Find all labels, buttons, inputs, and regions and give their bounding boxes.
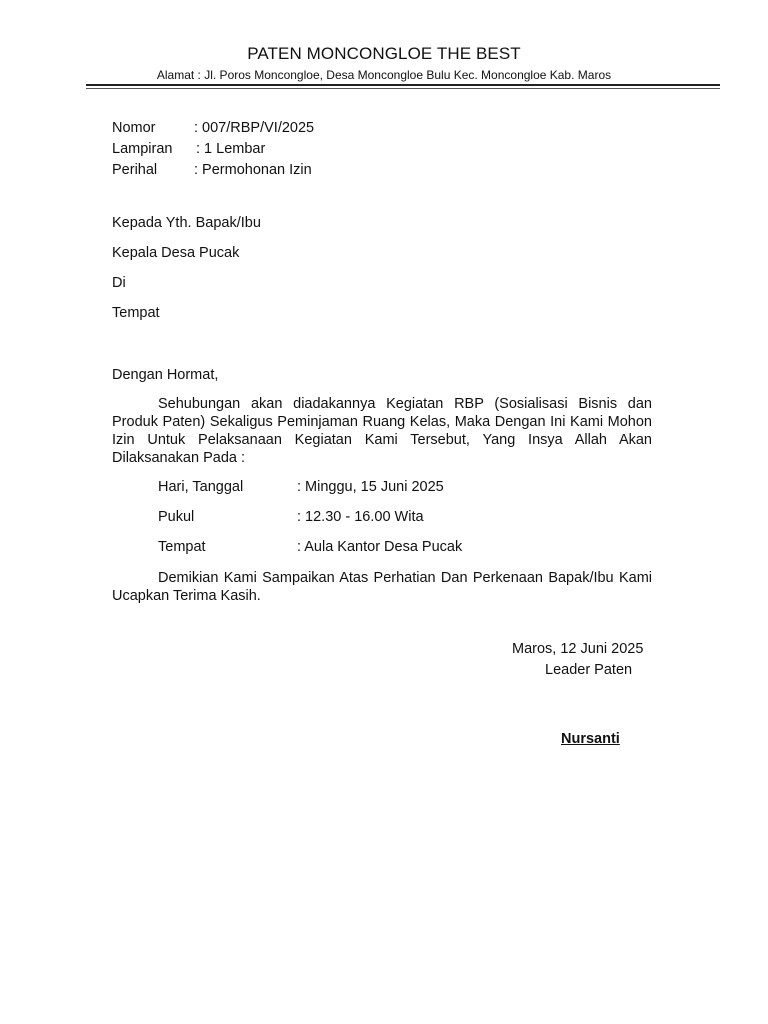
signature-role: Leader Paten bbox=[545, 662, 633, 678]
meta-lampiran-label: Lampiran bbox=[112, 141, 173, 157]
meta-lampiran-value: : 1 Lembar bbox=[196, 141, 266, 157]
letterhead-divider-thick bbox=[86, 84, 720, 86]
recipient-line-3: Di bbox=[112, 275, 126, 291]
detail-row-time bbox=[158, 509, 424, 525]
detail-place-label: Tempat bbox=[158, 539, 206, 555]
detail-time-label: Pukul bbox=[158, 509, 195, 525]
letter-meta bbox=[112, 118, 314, 181]
detail-time-value: : 12.30 - 16.00 Wita bbox=[297, 509, 424, 525]
detail-date-value: : Minggu, 15 Juni 2025 bbox=[297, 479, 444, 495]
detail-row-date bbox=[158, 479, 444, 495]
letterhead-divider-thin bbox=[86, 88, 720, 89]
meta-perihal-value: : Permohonan Izin bbox=[194, 162, 312, 178]
meta-lampiran bbox=[112, 139, 314, 160]
recipient-line-4: Tempat bbox=[112, 305, 160, 321]
meta-perihal bbox=[112, 160, 314, 181]
body-paragraph: Sehubungan akan diadakannya Kegiatan RBP (Sosialisasi Bisnis dan Produk Paten) Sekaligus Peminjaman Ruang Kelas, Maka Dengan Ini Kami Mohon Izin Untuk Pelaksanaan Kegiatan Kami Tersebut, Yang Insya Allah Akan Dilaksanakan Pada : bbox=[112, 396, 652, 466]
greeting: Dengan Hormat, bbox=[112, 367, 219, 383]
meta-nomor-label: Nomor bbox=[112, 120, 156, 136]
signature-place-date: Maros, 12 Juni 2025 bbox=[512, 641, 644, 657]
letterhead-address: Alamat : Jl. Poros Moncongloe, Desa Moncongloe Bulu Kec. Moncongloe Kab. Maros bbox=[156, 68, 612, 82]
meta-nomor bbox=[112, 118, 314, 139]
meta-nomor-value: : 007/RBP/VI/2025 bbox=[194, 120, 315, 136]
signature-name: Nursanti bbox=[561, 731, 620, 747]
letterhead-title: PATEN MONCONGLOE THE BEST bbox=[247, 44, 521, 63]
detail-place-value: : Aula Kantor Desa Pucak bbox=[297, 539, 463, 555]
closing-paragraph: Demikian Kami Sampaikan Atas Perhatian Dan Perkenaan Bapak/Ibu Kami Ucapkan Terima Kasih. bbox=[112, 570, 652, 604]
meta-perihal-label: Perihal bbox=[112, 162, 158, 178]
recipient-line-1: Kepada Yth. Bapak/Ibu bbox=[112, 215, 261, 231]
detail-date-label: Hari, Tanggal bbox=[158, 479, 244, 495]
recipient-line-2: Kepala Desa Pucak bbox=[112, 245, 240, 261]
detail-row-place bbox=[158, 539, 462, 555]
